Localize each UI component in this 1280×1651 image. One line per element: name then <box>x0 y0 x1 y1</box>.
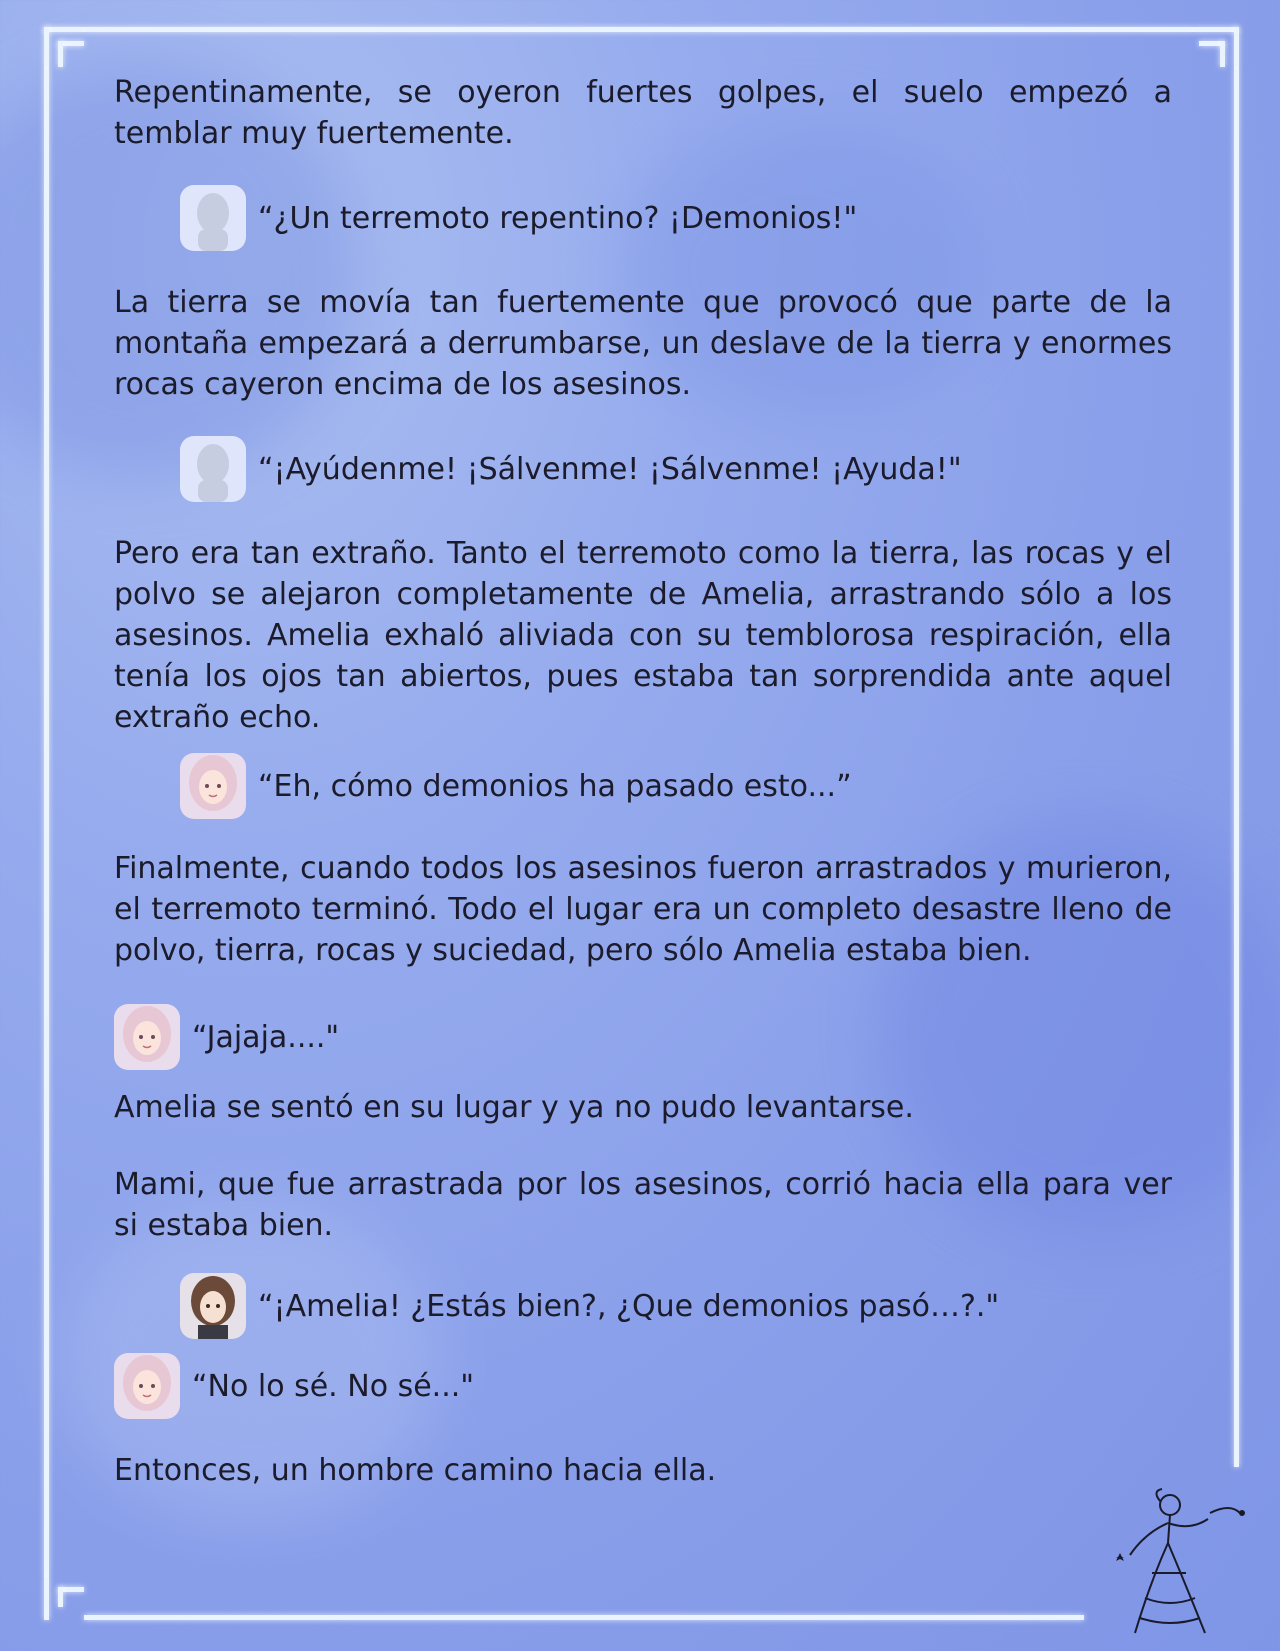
narration-paragraph: La tierra se movía tan fuertemente que provocó que parte de la montaña empezará a derrumbarse, un deslave de la tierra y enormes rocas cayeron encima de los asesinos. <box>114 285 1172 402</box>
narration-paragraph: Repentinamente, se oyeron fuertes golpes, el suelo empezó a temblar muy fuertemente. <box>114 75 1172 151</box>
silhouette-avatar-icon <box>180 185 246 251</box>
dialogue-line <box>180 1270 1172 1342</box>
narration-paragraph: Finalmente, cuando todos los asesinos fueron arrastrados y murieron, el terremoto terminó. Todo el lugar era un completo desastre lleno de polvo, tierra, rocas y suciedad, pero sólo Amelia estaba bien. <box>114 851 1172 968</box>
dialogue-line <box>114 1001 1172 1073</box>
dialogue-text: “¿Un terremoto repentino? ¡Demonios!" <box>258 200 858 236</box>
dialogue-line <box>180 433 1172 505</box>
mami-portrait-icon <box>180 1273 246 1339</box>
dialogue-text: “No lo sé. No sé..." <box>192 1368 475 1404</box>
dialogue-text: “¡Ayúdenme! ¡Sálvenme! ¡Sálvenme! ¡Ayuda!" <box>258 451 962 487</box>
narration-paragraph: Mami, que fue arrastrada por los asesinos, corrió hacia ella para ver si estaba bien. <box>114 1167 1172 1243</box>
dialogue-line <box>180 182 1172 254</box>
dialogue-text: “Eh, cómo demonios ha pasado esto...” <box>258 768 852 804</box>
amelia-portrait-icon <box>180 753 246 819</box>
woman-figure-ornament <box>1090 1483 1250 1647</box>
amelia-portrait-icon <box>114 1353 180 1419</box>
silhouette-avatar-icon <box>180 436 246 502</box>
dialogue-line <box>180 750 1172 822</box>
narration-paragraph: Pero era tan extraño. Tanto el terremoto como la tierra, las rocas y el polvo se alejaron completamente de Amelia, arrastrando sólo a los asesinos. Amelia exhaló aliviada con su temblorosa respiración, ella tenía los ojos tan abiertos, pues estaba tan sorprendida ante aquel extraño echo. <box>114 536 1172 735</box>
narration-paragraph: Entonces, un hombre camino hacia ella. <box>114 1453 717 1488</box>
narration-paragraph: Amelia se sentó en su lugar y ya no pudo levantarse. <box>114 1090 914 1125</box>
amelia-portrait-icon <box>114 1004 180 1070</box>
dialogue-line <box>114 1350 1172 1422</box>
story-content <box>114 72 1172 1491</box>
dialogue-text: “Jajaja...." <box>192 1019 340 1055</box>
dialogue-text: “¡Amelia! ¿Estás bien?, ¿Que demonios pasó…?." <box>258 1288 1000 1324</box>
